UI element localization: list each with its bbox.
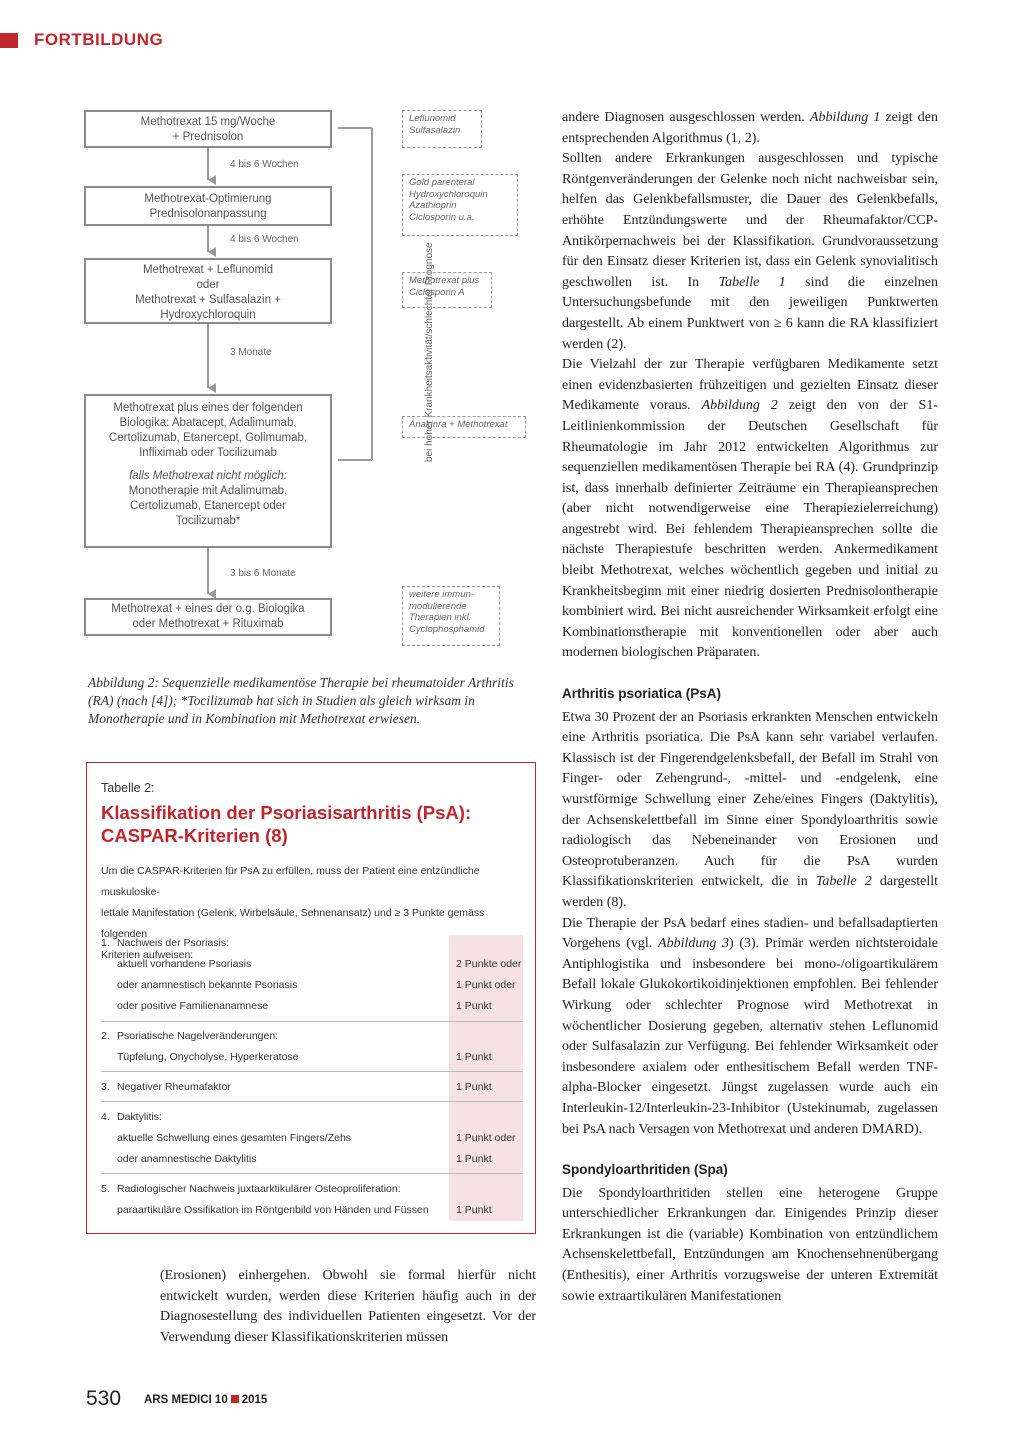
- step-5-box: Methotrexat + eines der o.g. Biologika oder Methotrexat + Rituximab: [84, 598, 332, 636]
- therapy-flowchart: [80, 102, 540, 662]
- paragraph: Etwa 30 Prozent der an Psoriasis erkrankten Menschen entwickeln eine Arthritis psoriatica. Die PsA kann sehr variabel verlaufen. Klassisch ist der Fingerendgelenksbefall, der Befall im Strahl von Finger- oder Zehengrund-, -mittel- und -endgelenk, eine wurstförmige Schwellung einer Zehe/eines Fingers (Daktylitis), der Achsenskelettbefall im Sinne einer Spondyloarthritis sowie radiologisch das Nebeneinander von Erosionen und Osteoprotuberanzen. Auch für die PsA wurden Klassifikationskriterien entwickelt, die in Tabelle 2 dargestellt werden (8).: [562, 709, 938, 910]
- table-kicker: Tabelle 2:: [101, 781, 155, 795]
- section-marker: [0, 33, 18, 48]
- paragraph: Die Therapie der PsA bedarf eines stadien- und befallsadaptierten Vorgehens (vgl. Abbildung 3) (3). Primär werden nichtsteroidale Antiphlogistika und insbesondere bei mono-/oligoartikulärem Befall lokale Glukokortikoidinjektionen empfohlen. Bei fehlender Wirkung oder schlechter Prognose wird Methotrexat in wöchentlicher Dosierung gegeben, alternativ stehen Leflunomid oder Sulfasalazin zur Verfügung. Bei fehlender Wirksamkeit oder insbesondere axialem oder enthesitischem Befall werden TNF-alpha-Blocker eingesetzt. Jüngst zugelassen wurde auch ein Interleukin-12/Interleukin-23-Inhibitor (Ustekinumab, zugelassen bei PsA nach Versagen von Methotrexat und anderen DMARD).: [562, 915, 938, 1137]
- alternative-box: Gold parenteral Hydroxychloroquin Azathioprin Ciclosporin u.a.: [402, 174, 518, 236]
- paragraph: (Erosionen) einhergehen. Obwohl sie formal hierfür nicht entwickelt wurden, werden diese Kriterien häufig auch in der Diagnosestellung des individuellen Patienten eingesetzt. Vor der Verwendung dieser Klassifikationskriterien müssen: [160, 1268, 536, 1345]
- page-number: 530: [86, 1387, 122, 1410]
- interval-label: 3 Monate: [230, 347, 272, 358]
- alternative-box: weitere immun- modulierende Therapien inkl. Cyclophosphamid: [402, 586, 500, 646]
- paragraph: Die Vielzahl der zur Therapie verfügbaren Medikamente setzt einen evidenzbasierten frühzeitigen und gezielten Einsatz dieser Medikamente voraus. Abbildung 2 zeigt den von der S1-Leitlinienkommission der Deutschen Gesellschaft für Rheumatologie im Jahr 2012 entwickelten Algorithmus zur sequenziellen medikamentösen Therapie bei RA (4). Grundprinzip ist, dass innerhalb definierter Zeiträume ein Therapieansprechen (aber nicht notwendigerweise eine Therapiezielerreichung) angestrebt wird. Bei fehlendem Therapieansprechen sollte die nächste Therapiestufe beschritten werden. Ankermedikament bleibt Methotrexat, welches wöchentlich gegeben und initial zu Krankheitsbeginn mit einer niedrig dosierten Prednisolontherapie kombiniert wird. Bei nicht ausreichender Wirksamkeit erfolgt eine Kombinationstherapie mit konventionellen oder aber auch modernen biologischen Präparaten.: [562, 357, 939, 661]
- alternative-box: Anakinra + Methotrexat: [402, 416, 526, 438]
- table-intro: Um die CASPAR-Kriterien für PsA zu erfüllen, muss der Patient eine entzündliche muskuloske- lettale Manifestation (Gelenk, Wirbelsäule, Sehnenansatz) und ≥ 3 Punkte gemäss folgenden Kriterien aufweisen:: [101, 865, 485, 961]
- right-column-text: [562, 108, 938, 1307]
- table-title: Klassifikation der Psoriasisarthritis (PsA): CASPAR-Kriterien (8): [101, 802, 472, 846]
- step-2-box: Methotrexat-Optimierung Prednisolonanpassung: [84, 186, 332, 226]
- row-divider: [101, 1021, 523, 1022]
- section-title: FORTBILDUNG: [34, 30, 164, 49]
- section-heading: Arthritis psoriatica (PsA): [562, 686, 722, 702]
- points-column-shade: [449, 935, 523, 1221]
- left-column-text: [160, 1266, 536, 1348]
- interval-label: 4 bis 6 Wochen: [230, 234, 299, 245]
- row-divider: [101, 1173, 523, 1174]
- journal-footer: ARS MEDICI 10 2015: [144, 1394, 268, 1406]
- interval-label: 4 bis 6 Wochen: [230, 159, 299, 170]
- paragraph: Die Spondyloarthritiden stellen eine heterogene Gruppe unterschiedlicher Erkrankungen dar. Einigendes Prinzip dieser Erkrankungen ist die (variable) Kombination von entzündlichem Achsenskelettbefall, Entzündungen am Knochensehnenübergang (Enthesitis), einer Arthritis vorzugsweise der unteren Extremität sowie extraartikulären Manifestationen: [562, 1185, 938, 1304]
- alternative-box: Methotrexat plus Ciclosporin A: [402, 272, 492, 308]
- row-divider: [101, 1101, 523, 1102]
- section-heading: Spondyloarthritiden (Spa): [562, 1162, 728, 1178]
- step-1-box: Methotrexat 15 mg/Woche + Prednisolon: [84, 110, 332, 148]
- paragraph: andere Diagnosen ausgeschlossen werden. Abbildung 1 zeigt den entsprechenden Algorithmus (1, 2).: [562, 110, 938, 146]
- step-3-box: Methotrexat + Leflunomid oder Methotrexat + Sulfasalazin + Hydroxychloroquin: [84, 258, 332, 324]
- figure-caption: Abbildung 2: Sequenzielle medikamentöse Therapie bei rheumatoider Arthritis (RA) (nach [4]); *Tocilizumab hat sich in Studien als gleich wirksam in Monotherapie und in Kombination mit Methotrexat erwiesen.: [88, 675, 514, 726]
- vertical-label: bei hoher Krankheitsaktivität/schlechter Prognose: [424, 242, 435, 462]
- step-4-box: Methotrexat plus eines der folgenden Biologika: Abatacept, Adalimumab, Certolizumab, Etanercept, Golimumab, Infliximab oder Tocilizumab falls Methotrexat nicht möglich: Monotherapie mit Adalimumab, Certolizumab, Etanercept oder Tocilizumab*: [84, 394, 332, 548]
- table-2-box: Tabelle 2: Klassifikation der Psoriasisarthritis (PsA): CASPAR-Kriterien (8) Um die CASPAR-Kriterien für PsA zu erfüllen, muss der Patient eine entzündliche muskuloske- lettale Manifestation (Gelenk, Wirbelsäule, Sehnenansatz) und ≥ 3 Punkte gemäss folgenden Kriterien aufweisen: 1. Nachweis der Psoriasis: aktuell vorhandene Psoriasis 2 Punkte oder oder anamnestisch bekannte Psoriasis 1 Punkt oder oder positive Familienanamnese 1 Punkt 2. Psoriatische Nagelveränderungen: Tüpfelung, Onycholyse, Hyperkeratose 1 Punkt 3. Negativer Rheumafaktor 1 Punkt 4. Daktylitis: aktuelle Schwellung eines gesamten Fingers/Zehs 1 Punkt oder oder anamnestische Daktylitis 1 Punkt 5. Radiologischer Nachweis juxtaarktikulärer Osteoproliferation: paraartikuläre Ossifikation im Röntgenbild von Händen und Füssen 1 Punkt: [86, 762, 536, 1234]
- footer-marker: [231, 1395, 239, 1403]
- alternative-box: Leflunomid Sulfasalazin: [402, 110, 482, 148]
- paragraph: Sollten andere Erkrankungen ausgeschlossen und typische Röntgenveränderungen der Gelenke noch nicht nachweisbar sein, helfen das Gelenkbefallsmuster, die Dauer des Gelenkbefalls, erhöhte Entzündungswerte und der Rheumafaktor/CCP-Antikörpernachweis bei der Klassifikation. Grundvoraussetzung für den Einsatz dieser Kriterien ist, dass ein Gelenk synovialitisch geschwollen ist. In Tabelle 1 sind die einzelnen Untersuchungsbefunde mit den jeweiligen Punktwerten dargestellt. Ab einem Punktwert von ≥ 6 kann die RA klassifiziert werden (2).: [562, 151, 939, 352]
- row-divider: [101, 1071, 523, 1072]
- interval-label: 3 bis 6 Monate: [230, 568, 296, 579]
